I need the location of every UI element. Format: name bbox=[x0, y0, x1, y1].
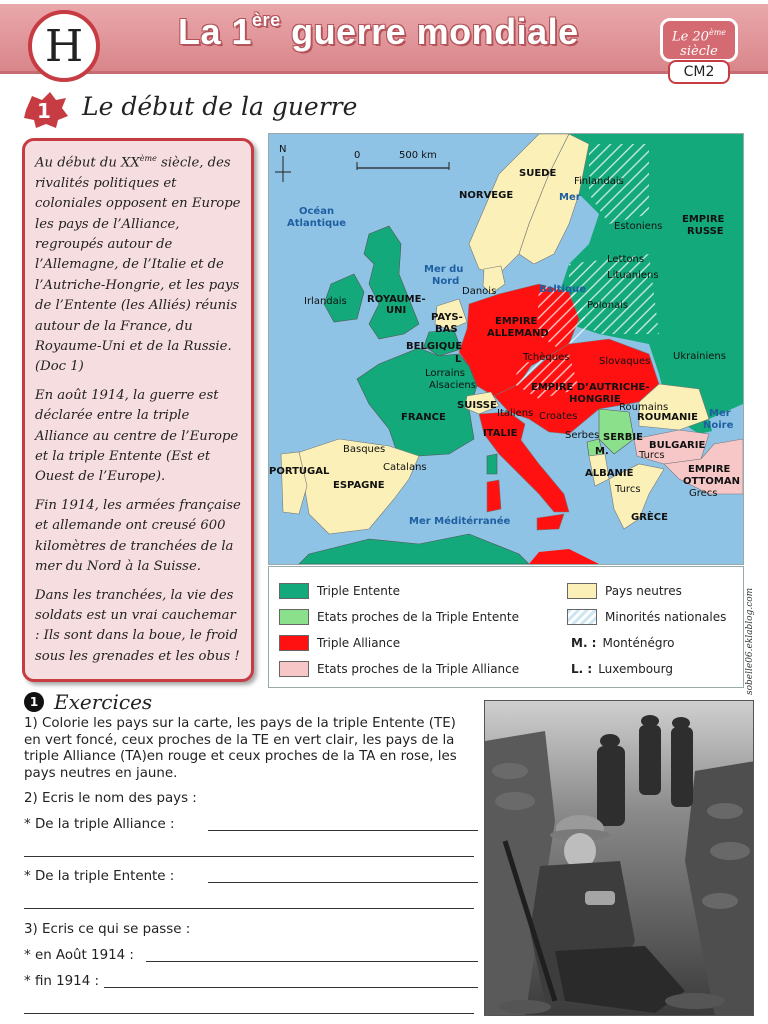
answer-line-fin-1914-2[interactable] bbox=[24, 1013, 474, 1014]
label-mer-noire-2: Noire bbox=[703, 420, 734, 431]
legend-item-triple-alliance bbox=[279, 634, 400, 652]
history-badge bbox=[28, 10, 100, 82]
page-title bbox=[178, 10, 579, 53]
label-catalans: Catalans bbox=[383, 462, 427, 473]
credit-text: sobelle06.eklablog.com bbox=[745, 587, 755, 695]
label-ukrainiens: Ukrainiens bbox=[673, 351, 726, 362]
label-mer-noire-1: Mer bbox=[709, 408, 731, 419]
label-finlandais: Finlandais bbox=[574, 176, 624, 187]
legend-key-m: M. : bbox=[571, 636, 597, 650]
label-belgique: BELGIQUE bbox=[406, 341, 463, 352]
label-estoniens: Estoniens bbox=[614, 221, 663, 232]
label-alsaciens: Alsaciens bbox=[429, 380, 476, 391]
map-legend bbox=[268, 566, 744, 688]
level-badge bbox=[668, 60, 730, 84]
trench-soldiers-photo bbox=[484, 700, 754, 1016]
section-title: Le début de la guerre bbox=[82, 92, 358, 121]
answer-line-alliance-1[interactable] bbox=[208, 830, 478, 831]
p1-a: Au début du XX bbox=[35, 155, 140, 171]
label-slovaques: Slovaques bbox=[599, 356, 651, 367]
label-lorrains: Lorrains bbox=[425, 368, 466, 379]
corsica-region bbox=[487, 454, 497, 474]
exercise-q2a: * De la triple Alliance : bbox=[24, 817, 175, 832]
label-italiens: Italiens bbox=[497, 408, 534, 419]
label-grecs: Grecs bbox=[689, 488, 718, 499]
label-empire-ottoman-2: OTTOMAN bbox=[683, 476, 740, 487]
exercise-q2b: * De la triple Entente : bbox=[24, 869, 175, 884]
answer-line-alliance-2[interactable] bbox=[24, 856, 474, 857]
legend-label-minorites: Minorités nationales bbox=[605, 610, 727, 624]
legend-swatch-alliance bbox=[279, 635, 309, 651]
label-empire-ottoman-1: EMPIRE bbox=[688, 464, 731, 475]
lesson-paragraph-4: Dans les tranchées, la vie des soldats est un vrai cauchemar : Ils sont dans la boue, le froid sous les grenades et les obus ! bbox=[35, 587, 240, 664]
header-banner bbox=[0, 0, 768, 82]
lesson-textbox bbox=[22, 138, 254, 682]
scale-km: 500 km bbox=[399, 150, 437, 161]
label-luxembourg-l: L bbox=[455, 354, 462, 365]
legend-item-luxembourg bbox=[571, 660, 673, 678]
label-grece: GRÈCE bbox=[631, 512, 668, 523]
legend-val-luxembourg: Luxembourg bbox=[598, 662, 673, 676]
label-mediterranee: Mer Méditérranée bbox=[409, 516, 511, 527]
exercise-q1: 1) Colorie les pays sur la carte, les pays de la triple Entente (TE) en vert foncé, ceux proches de la TE en vert clair, les pays de la triple Alliance (TA)en rouge et ceux proches de la TA en rose, les pays neutres en jaune. bbox=[24, 716, 457, 781]
label-baltique: Baltique bbox=[539, 284, 587, 295]
lesson-paragraph-1 bbox=[35, 149, 243, 378]
legend-item-neutres bbox=[567, 582, 682, 600]
era-line2: siècle bbox=[680, 44, 718, 60]
era-line1: Le 20 bbox=[671, 29, 709, 45]
sardinia-region bbox=[487, 480, 501, 512]
legend-label-proches-entente: Etats proches de la Triple Entente bbox=[317, 610, 519, 624]
legend-swatch-minorites bbox=[567, 609, 597, 625]
legend-label-triple-entente: Triple Entente bbox=[317, 584, 400, 598]
answer-line-entente-1[interactable] bbox=[208, 882, 478, 883]
label-empire-allemand-1: EMPIRE bbox=[495, 316, 538, 327]
label-lituaniens: Lituaniens bbox=[607, 270, 659, 281]
label-empire-autriche-2: HONGRIE bbox=[569, 394, 621, 405]
level-label: CM2 bbox=[683, 64, 715, 80]
legend-label-proches-alliance: Etats proches de la Triple Alliance bbox=[317, 662, 520, 676]
label-ocean-2: Atlantique bbox=[287, 218, 347, 229]
label-turcs-1: Turcs bbox=[639, 450, 665, 461]
legend-val-montenegro: Monténégro bbox=[602, 636, 675, 650]
label-serbie: SERBIE bbox=[603, 432, 643, 443]
era-sup: ème bbox=[708, 28, 727, 37]
europe-map bbox=[268, 133, 744, 565]
label-pays-bas-1: PAYS- bbox=[431, 312, 463, 323]
scale-zero: 0 bbox=[354, 150, 361, 161]
legend-item-montenegro bbox=[571, 634, 675, 652]
label-pays-bas-2: BAS bbox=[435, 324, 458, 335]
legend-label-neutres: Pays neutres bbox=[605, 584, 682, 598]
label-royaume-uni-1: ROYAUME- bbox=[367, 294, 426, 305]
legend-item-triple-entente bbox=[279, 582, 400, 600]
exercise-q3: 3) Ecris ce qui se passe : bbox=[24, 922, 191, 937]
label-suisse: SUISSE bbox=[457, 400, 497, 411]
north-label: N bbox=[279, 144, 287, 155]
label-empire-russe-2: RUSSE bbox=[687, 226, 724, 237]
label-danois: Danois bbox=[462, 286, 497, 297]
label-lettons: Lettons bbox=[607, 254, 645, 265]
label-irlandais: Irlandais bbox=[304, 296, 347, 307]
label-roumains: Roumains bbox=[619, 402, 669, 413]
section-number: 1 bbox=[37, 99, 51, 123]
label-polonais: Polonais bbox=[587, 300, 629, 311]
answer-line-fin-1914-1[interactable] bbox=[104, 987, 478, 988]
label-bulgarie: BULGARIE bbox=[649, 440, 706, 451]
label-italie: ITALIE bbox=[483, 428, 518, 439]
exercises-title: Exercices bbox=[54, 690, 153, 714]
label-roumanie: ROUMANIE bbox=[637, 412, 698, 423]
history-badge-letter: H bbox=[44, 20, 84, 72]
p1-sup: ème bbox=[139, 154, 157, 163]
label-france: FRANCE bbox=[401, 412, 446, 423]
label-portugal: PORTUGAL bbox=[269, 466, 330, 477]
label-empire-russe-1: EMPIRE bbox=[682, 214, 725, 225]
exercises-bullet: 1 bbox=[24, 692, 44, 712]
answer-line-entente-2[interactable] bbox=[24, 908, 474, 909]
label-royaume-uni-2: UNI bbox=[386, 305, 407, 316]
legend-item-proches-alliance bbox=[279, 660, 519, 678]
legend-item-proches-entente bbox=[279, 608, 519, 626]
p1-b: siècle, des rivalités politiques et coloniales opposent en Europe les pays de l’Alliance, regroupés autour de l’Allemagne, de l’Italie et de l’Autriche-Hongrie, et les pays de l’Entente (les Alliés) réunis autour de la France, du Royaume-Uni et de la Russie. (Doc 1) bbox=[35, 155, 241, 375]
label-suede: SUEDE bbox=[519, 168, 557, 179]
label-empire-autriche-1: EMPIRE D’AUTRICHE- bbox=[531, 382, 650, 393]
exercises-heading bbox=[24, 690, 152, 714]
label-croates: Croates bbox=[539, 411, 578, 422]
label-empire-allemand-2: ALLEMAND bbox=[487, 328, 549, 339]
exercise-q2: 2) Ecris le nom des pays : bbox=[24, 791, 197, 806]
label-tcheques: Tchèques bbox=[523, 352, 570, 363]
lesson-paragraph-2: En août 1914, la guerre est déclarée entre la triple Alliance au centre de l’Europe et la triple Entente (Est et Ouest de l’Europe). bbox=[35, 387, 239, 485]
label-serbes: Serbes bbox=[565, 430, 600, 441]
era-badge bbox=[660, 18, 738, 62]
legend-item-minorites bbox=[567, 608, 726, 626]
label-basques: Basques bbox=[343, 444, 386, 455]
label-norvege: NORVEGE bbox=[459, 190, 514, 201]
label-montenegro-m: M. bbox=[595, 446, 609, 457]
title-sup: ère bbox=[252, 10, 281, 30]
label-albanie: ALBANIE bbox=[585, 468, 634, 479]
label-ocean-1: Océan bbox=[299, 206, 335, 217]
label-mer-nord-2: Nord bbox=[432, 276, 460, 287]
legend-label-triple-alliance: Triple Alliance bbox=[317, 636, 401, 650]
lesson-paragraph-3: Fin 1914, les armées française et allemande ont creusé 600 kilomètres de tranchées de la mer du Nord à la Suisse. bbox=[35, 497, 241, 575]
section-number-splash bbox=[22, 90, 70, 130]
label-turcs-2: Turcs bbox=[615, 484, 641, 495]
label-mer-1: Mer bbox=[559, 192, 581, 203]
exercise-q3b: * fin 1914 : bbox=[24, 974, 99, 989]
legend-swatch-proches-entente bbox=[279, 609, 309, 625]
label-mer-nord-1: Mer du bbox=[424, 264, 464, 275]
label-espagne: ESPAGNE bbox=[333, 480, 385, 491]
legend-key-l: L. : bbox=[571, 662, 593, 676]
legend-swatch-proches-alliance bbox=[279, 661, 309, 677]
title-main: La 1 bbox=[178, 11, 253, 52]
legend-swatch-neutres bbox=[567, 583, 597, 599]
answer-line-aout-1914[interactable] bbox=[146, 961, 478, 962]
title-rest: guerre mondiale bbox=[280, 11, 579, 52]
legend-swatch-entente bbox=[279, 583, 309, 599]
exercise-q3a: * en Août 1914 : bbox=[24, 948, 134, 963]
